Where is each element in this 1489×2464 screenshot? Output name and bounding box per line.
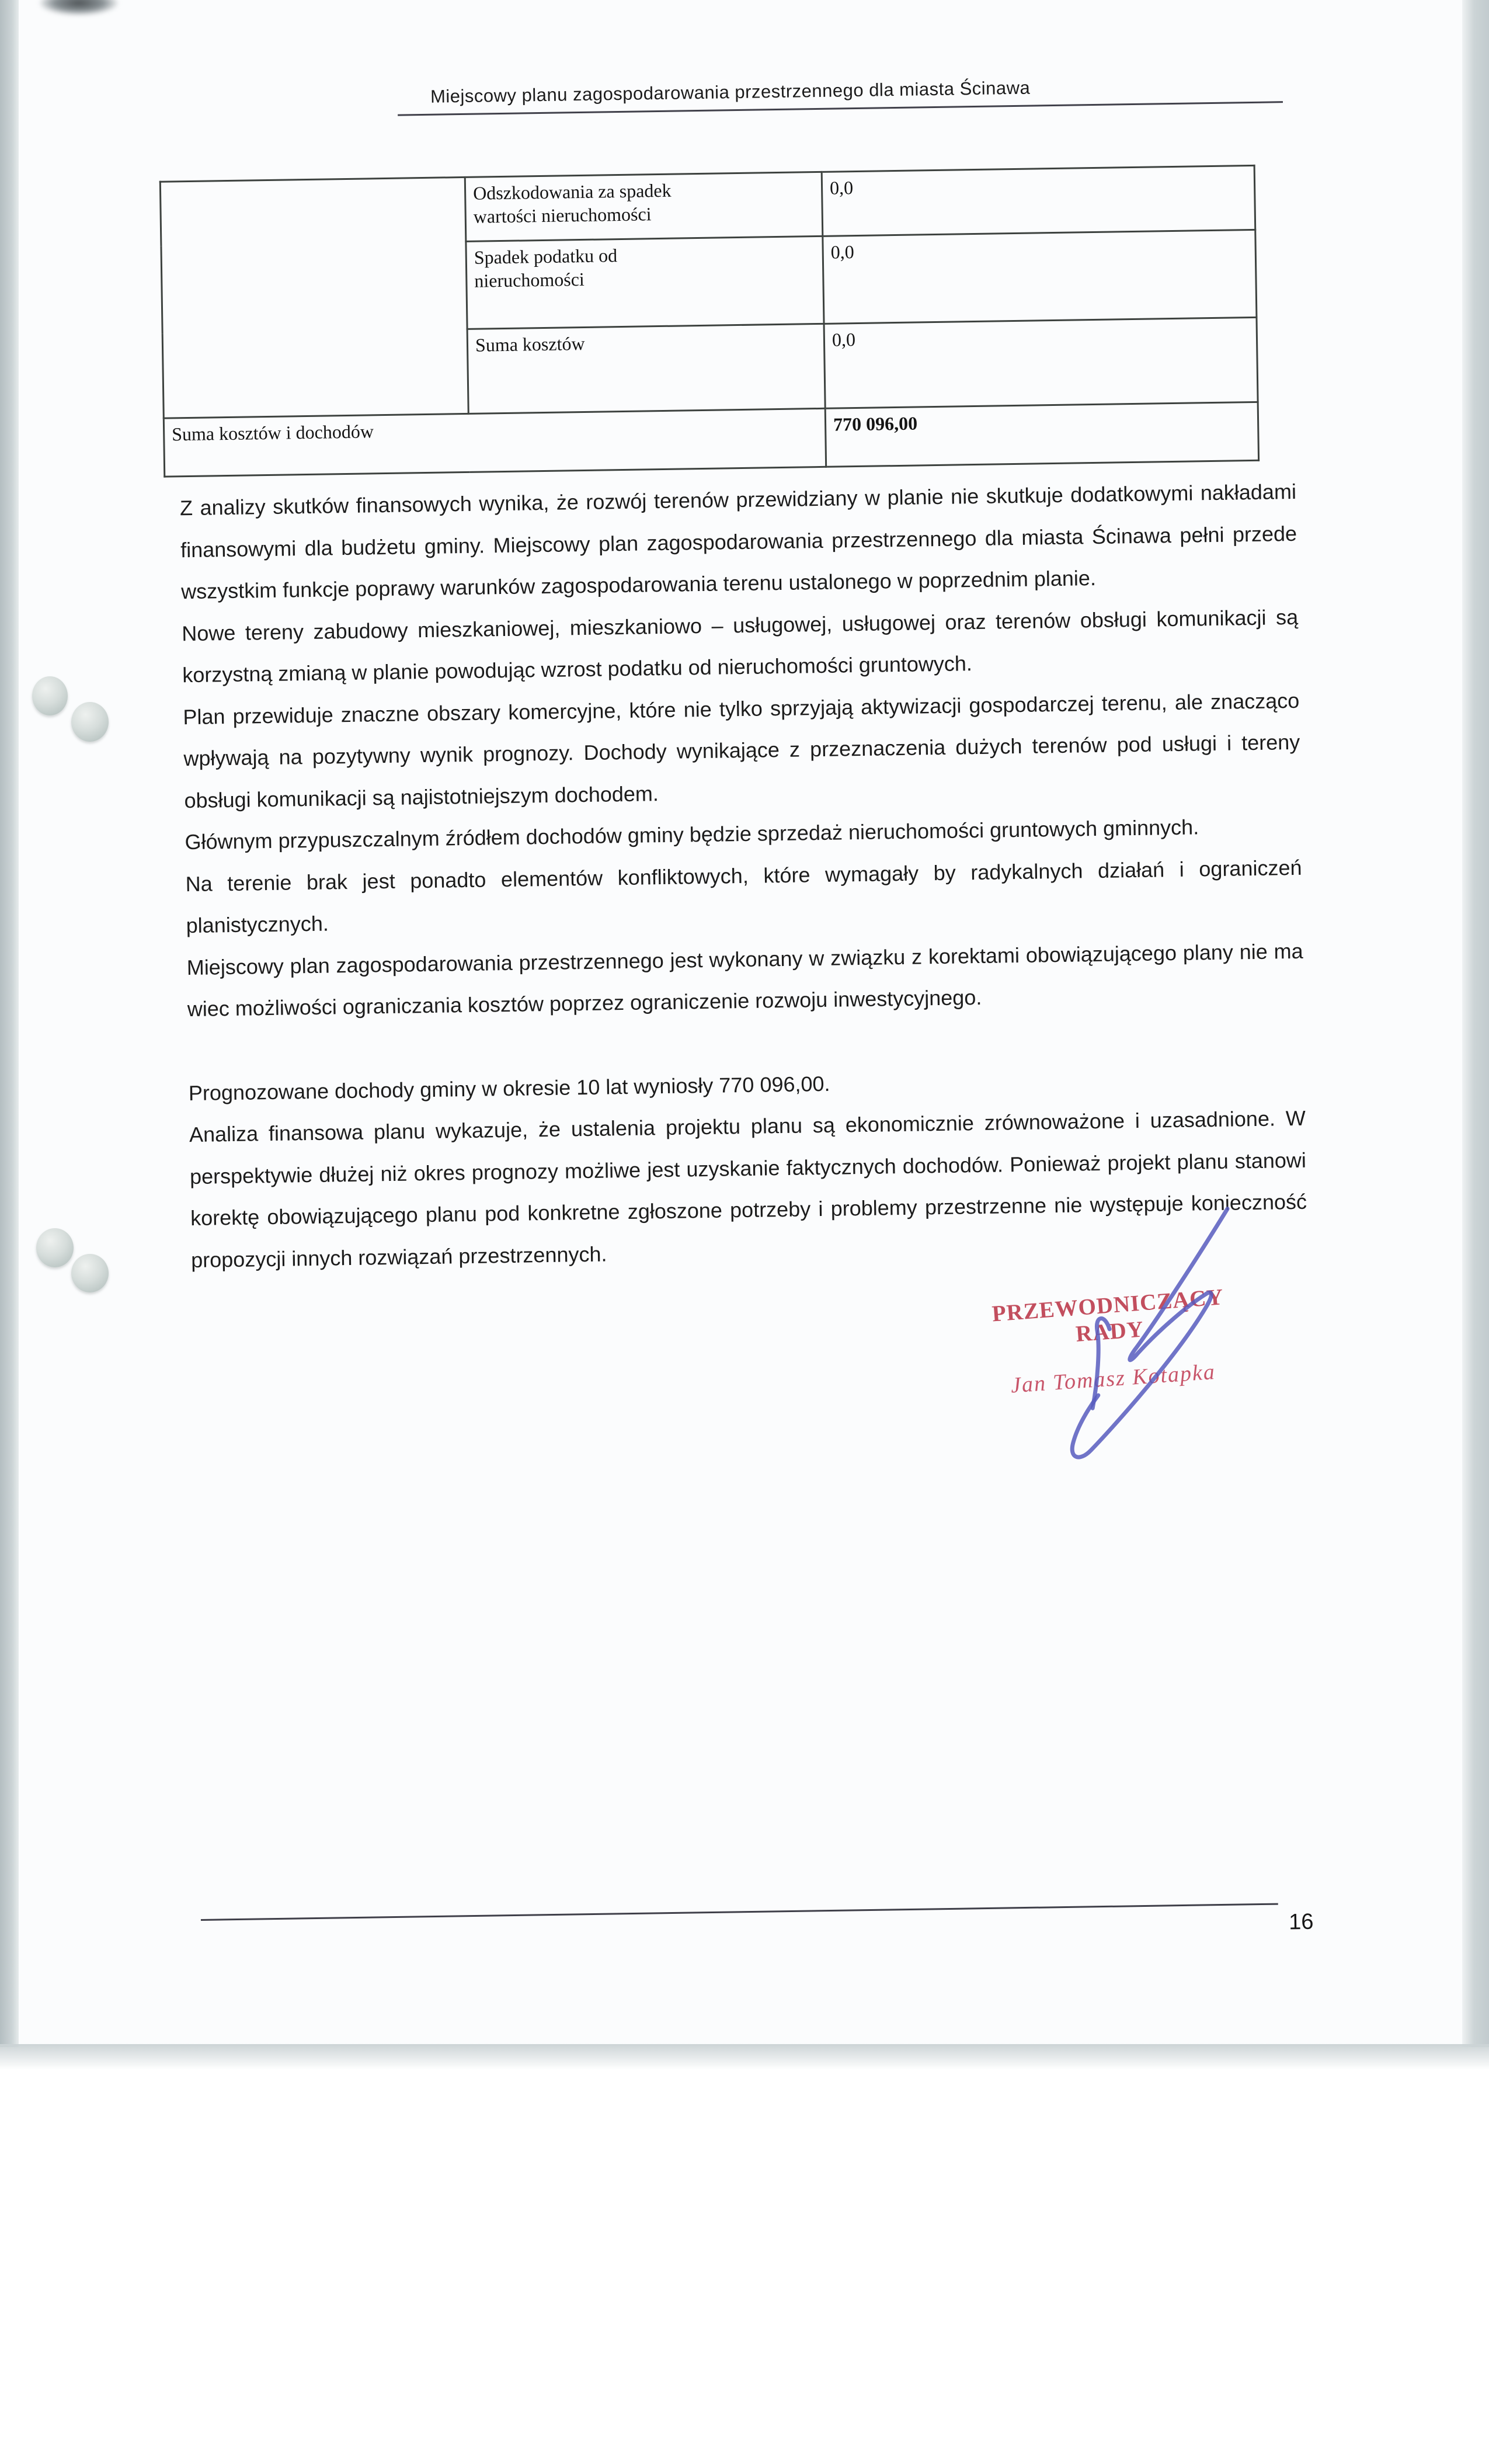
table-cell-text: Suma kosztów — [475, 332, 585, 356]
table-cell-value — [823, 230, 1257, 324]
table-cell-text: 0,0 — [830, 241, 854, 263]
table-cell-text: Spadek podatku od nieruchomości — [474, 245, 618, 291]
paragraph: Głównym przypuszczalnym źródłem dochodów gminy będzie sprzedaż nieruchomości gruntowych gminnych. — [185, 815, 1199, 854]
signature-stamp-title: PRZEWODNICZĄCY RADY — [991, 1284, 1225, 1347]
table-cell-value — [822, 165, 1255, 236]
table-cell-label — [467, 324, 825, 413]
table-cell-text: 770 096,00 — [833, 412, 918, 435]
paragraph: Miejscowy plan zagospodarowania przestrzennego jest wykonany w związku z korektami obowiązującego plany nie ma wiec możliwości ograniczania kosztów poprzez ograniczenie rozwoju inwestycyjnego. — [186, 939, 1303, 1021]
table-cell-text: Odszkodowania za spadek wartości nieruchomości — [472, 179, 672, 227]
signature-stamp-name: Jan Tomasz Kotapka — [1010, 1359, 1217, 1398]
paragraph: Plan przewiduje znaczne obszary komercyjne, które nie tylko sprzyjają aktywizacji gospodarczej terenu, ale znacząco wpływają na pozytywny wynik prognozy. Dochody wynikające z przeznaczenia dużych terenów pod usługi i tereny obsługi komunikacji są najistotniejszym dochodem. — [183, 688, 1300, 812]
paragraph: Prognozowane dochody gminy w okresie 10 lat wyniosły 770 096,00. — [188, 1071, 830, 1105]
table-cell-value — [824, 317, 1258, 408]
table-cell-text: 0,0 — [829, 177, 854, 199]
paragraph: Z analizy skutków finansowych wynika, że rozwój terenów przewidziany w planie nie skutkuje dodatkowymi nakładami finansowymi dla budżetu gminy. Miejscowy plan zagospodarowania przestrzennego dla miasta Ścinawa pełni przede wszystkim funkcje poprawy warunków zagospodarowania terenu ustalonego w poprzednim planie. — [179, 479, 1297, 604]
table-total-label — [163, 408, 826, 477]
paragraph: Na terenie brak jest ponadto elementów konfliktowych, które wymagały by radykalnych działań i ograniczeń planistycznych. — [185, 855, 1302, 938]
page-number: 16 — [1288, 1909, 1314, 1935]
body-text-block — [180, 471, 1308, 1281]
table-total-value — [825, 402, 1258, 467]
costs-table — [159, 165, 1260, 478]
table-cell-text: 0,0 — [832, 329, 856, 350]
paragraph: Nowe tereny zabudowy mieszkaniowej, mieszkaniowo – usługowej, usługowej oraz terenów obsługi komunikacji są korzystną zmianą w planie powodując wzrost podatku od nieruchomości gruntowych. — [181, 604, 1299, 687]
table-cell-label — [466, 236, 824, 329]
table-cell-empty — [160, 177, 468, 418]
table-cell-text: Suma kosztów i dochodów — [171, 420, 374, 445]
page-header-title: Miejscowy planu zagospodarowania przestrzennego dla miasta Ścinawa — [430, 77, 1031, 107]
table-cell-label — [465, 172, 823, 241]
paragraph: Analiza finansowa planu wykazuje, że ustalenia projektu planu są ekonomicznie zrównoważone i uzasadnione. W perspektywie dłużej niż okres prognozy możliwe jest uzyskanie faktycznych dochodów. Ponieważ projekt planu stanowi korektę obowiązującego planu pod konkretne zgłoszone potrzeby i problemy przestrzenne nie występuje konieczność propozycji innych rozwiązań przestrzennych. — [189, 1106, 1307, 1272]
footer-rule — [201, 1903, 1278, 1921]
handwritten-signature-ink — [937, 1184, 1269, 1574]
